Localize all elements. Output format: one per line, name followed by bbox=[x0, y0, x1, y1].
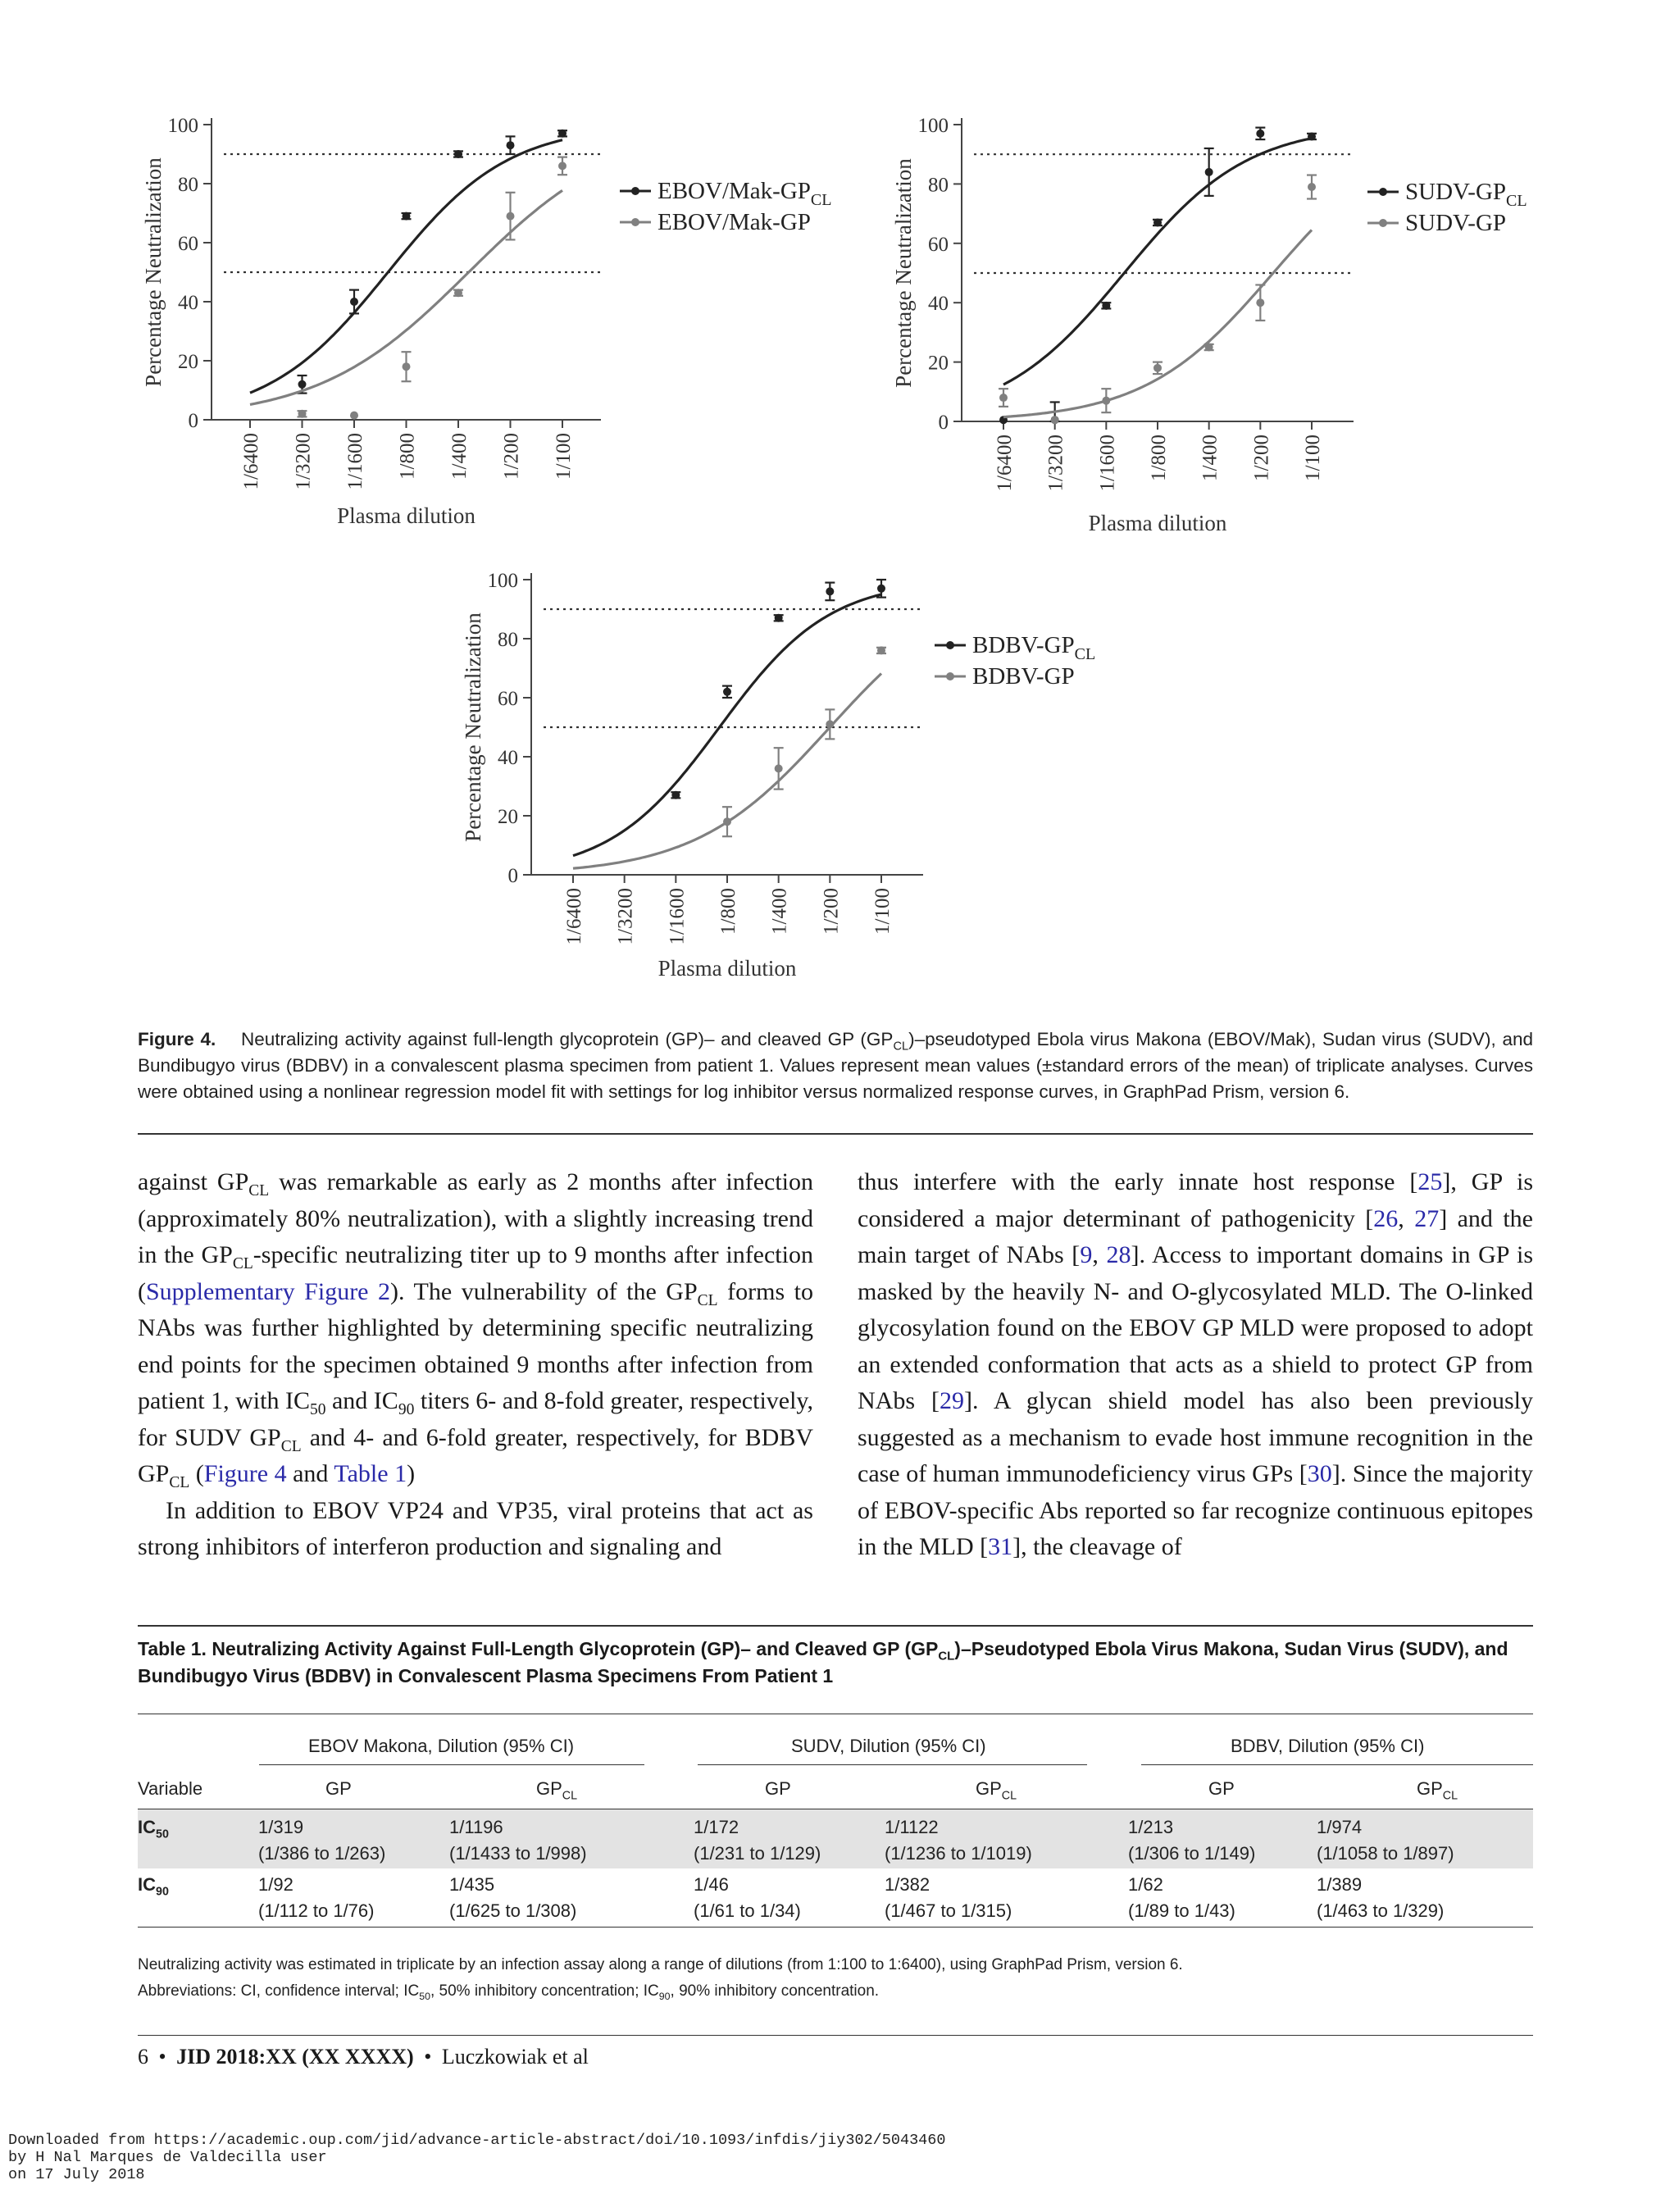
table-cell-ci: (1/306 to 1/149) bbox=[1128, 1843, 1256, 1864]
y-tick-label: 40 bbox=[928, 293, 949, 316]
data-point bbox=[1205, 344, 1213, 352]
x-tick-label: 1/200 bbox=[500, 433, 523, 480]
table-cell-ci: (1/625 to 1/308) bbox=[449, 1900, 577, 1921]
body-right-paragraph-1 bbox=[858, 1164, 1533, 1566]
table-cell-value: 1/974 bbox=[1317, 1817, 1363, 1837]
legend-label: BDBV-$GP_{CL}$ bbox=[972, 632, 1096, 663]
table-cell-ci: (1/1433 to 1/998) bbox=[449, 1843, 587, 1864]
subscript: CL bbox=[280, 1437, 302, 1455]
subheader-bdbv-gp: GP bbox=[1208, 1778, 1235, 1799]
data-point bbox=[999, 394, 1008, 402]
reference-link[interactable]: 31 bbox=[988, 1533, 1013, 1560]
legend-marker bbox=[946, 672, 954, 680]
table-title-text-b: )–Pseudotyped Ebola Virus Makona, Sudan Virus (SUDV), and Bundibugyo Virus (BDBV) in Convalescent Plasma Specimens From Patient 1 bbox=[138, 1638, 1508, 1686]
data-point bbox=[1308, 132, 1316, 140]
text-run: , bbox=[1398, 1204, 1415, 1232]
data-point bbox=[558, 162, 566, 170]
text-run: ]. Since the majority of EBOV-specific Abs reported so far recognize continuous epitopes in the MLD [ bbox=[858, 1460, 1534, 1560]
row-variable bbox=[138, 1814, 169, 1841]
table-footnote-2a: Abbreviations: CI, confidence interval; IC bbox=[138, 1982, 420, 2000]
x-tick-label: 1/800 bbox=[1148, 435, 1170, 481]
data-point bbox=[350, 412, 358, 420]
table-title-sub: CL bbox=[938, 1649, 955, 1664]
legend-marker bbox=[1379, 188, 1387, 196]
table-cell-value: 1/62 bbox=[1128, 1874, 1163, 1895]
subheader-bdbv-gpcl-text: GP bbox=[1417, 1778, 1443, 1799]
table-footnote-1: Neutralizing activity was estimated in triplicate by an infection assay along a range of dilutions (from 1:100 to 1:6400), using GraphPad Prism, version 6. bbox=[138, 1956, 1183, 1973]
y-tick-label: 100 bbox=[487, 570, 518, 592]
subscript: 90 bbox=[398, 1401, 415, 1418]
subscript: CL bbox=[697, 1291, 718, 1309]
text-run: ] and the main target of NAbs [ bbox=[858, 1204, 1533, 1268]
table-cell-value: 1/382 bbox=[885, 1874, 931, 1895]
legend-marker bbox=[631, 187, 639, 195]
table-top-rule bbox=[138, 1625, 1533, 1627]
row-variable-sub: 50 bbox=[156, 1827, 169, 1841]
table-cell-ci: (1/231 to 1/129) bbox=[694, 1843, 821, 1864]
table-cell-ci: (1/89 to 1/43) bbox=[1128, 1900, 1235, 1921]
x-axis-label: Plasma dilution bbox=[657, 956, 797, 981]
x-tick-label: 1/3200 bbox=[614, 888, 637, 945]
group-rule-ebov bbox=[259, 1764, 644, 1765]
caption-divider bbox=[138, 1133, 1533, 1135]
table-footnote-2-sub1: 50 bbox=[419, 1990, 430, 2002]
table-footnote-2c: , 90% inhibitory concentration. bbox=[670, 1982, 880, 2000]
legend-label: SUDV-$GP_{CL}$ bbox=[1405, 179, 1527, 210]
text-run: ], the cleavage of bbox=[1012, 1533, 1182, 1560]
data-point bbox=[826, 720, 834, 728]
text-run: ]. A glycan shield model has also been previously suggested as a mechanism to evade host immune recognition in the case of human immunodeficiency virus GPs [ bbox=[858, 1387, 1533, 1487]
x-tick-label: 1/1600 bbox=[1096, 435, 1119, 492]
x-tick-label: 1/200 bbox=[1250, 435, 1273, 481]
y-axis-label: Percentage Neutralization bbox=[461, 612, 485, 842]
table-footnote-2-sub2: 90 bbox=[658, 1990, 671, 2002]
legend-label-sub: CL bbox=[1074, 645, 1096, 663]
figure-caption bbox=[138, 1026, 1533, 1105]
data-point bbox=[558, 130, 566, 138]
row-variable-sub: 90 bbox=[156, 1885, 169, 1899]
y-tick-label: 60 bbox=[498, 688, 518, 710]
subscript: 50 bbox=[309, 1401, 326, 1418]
y-tick-label: 0 bbox=[507, 865, 518, 887]
data-point bbox=[1153, 364, 1162, 372]
data-point bbox=[1256, 298, 1264, 307]
body-column-right bbox=[858, 1164, 1533, 1566]
data-point bbox=[454, 289, 462, 297]
download-note: Downloaded from https://academic.oup.com/jid/advance-article-abstract/doi/10.1093/infdis/jiy302/5043460 by H Nal Marques de Valdecilla user on 17 July 2018 bbox=[8, 2132, 946, 2183]
table-cell-value: 1/319 bbox=[258, 1817, 304, 1837]
x-tick-label: 1/800 bbox=[396, 433, 419, 480]
y-tick-label: 0 bbox=[938, 412, 949, 434]
legend-label: EBOV/$Mak-GP_{CL}$ bbox=[657, 178, 832, 209]
table-bottom-rule bbox=[138, 1927, 1533, 1928]
data-point bbox=[403, 362, 411, 371]
x-tick-label: 1/1600 bbox=[344, 433, 366, 490]
subheader-sudv-gpcl-sub: CL bbox=[1001, 1789, 1017, 1803]
table-cell-value: 1/213 bbox=[1128, 1817, 1174, 1837]
row-variable-text: IC bbox=[138, 1874, 156, 1895]
x-tick-label: 1/200 bbox=[820, 888, 843, 935]
journal-citation: JID 2018:XX (XX XXXX) bbox=[176, 2045, 414, 2069]
reference-link[interactable]: 9 bbox=[1080, 1241, 1093, 1268]
group-header-bdbv: BDBV, Dilution (95% CI) bbox=[1231, 1736, 1425, 1756]
table-cell-value: 1/46 bbox=[694, 1874, 729, 1895]
data-point bbox=[298, 410, 307, 418]
figure-caption-label: Figure 4. bbox=[138, 1029, 216, 1049]
table-cell-ci: (1/112 to 1/76) bbox=[258, 1900, 375, 1921]
data-point bbox=[877, 585, 885, 593]
x-tick-label: 1/6400 bbox=[563, 888, 585, 945]
x-tick-label: 1/3200 bbox=[292, 433, 315, 490]
subscript: CL bbox=[248, 1182, 270, 1199]
data-point bbox=[1102, 302, 1110, 310]
group-rule-sudv bbox=[698, 1764, 1087, 1765]
data-point bbox=[1256, 130, 1264, 138]
fit-curve-1 bbox=[1003, 230, 1312, 417]
group-header-sudv: SUDV, Dilution (95% CI) bbox=[791, 1736, 986, 1756]
data-point bbox=[1153, 218, 1162, 226]
table-cell-value: 1/389 bbox=[1317, 1874, 1363, 1895]
data-point bbox=[877, 646, 885, 654]
legend-label-sub: CL bbox=[1506, 192, 1527, 210]
x-tick-label: 1/400 bbox=[1199, 435, 1222, 481]
reference-link[interactable]: 29 bbox=[940, 1387, 964, 1414]
x-axis-label: Plasma dilution bbox=[1088, 511, 1227, 535]
y-tick-label: 0 bbox=[188, 410, 198, 432]
x-tick-label: 1/800 bbox=[717, 888, 739, 935]
subscript: CL bbox=[169, 1474, 190, 1491]
table-cell-value: 1/1122 bbox=[885, 1817, 939, 1837]
data-point bbox=[723, 688, 731, 696]
legend-label-sub: CL bbox=[810, 191, 832, 209]
x-tick-label: 1/400 bbox=[448, 433, 471, 480]
legend-marker bbox=[1379, 219, 1387, 227]
chart-sudv bbox=[873, 107, 1611, 545]
y-tick-label: 60 bbox=[178, 233, 198, 255]
text-run: was remarkable as early as 2 months after infection (approximately 80% neutralization), with a slightly increasing trend in the GP bbox=[138, 1168, 814, 1268]
text-run: and 4- and 6-fold greater, respectively, for BDBV GP bbox=[138, 1423, 814, 1487]
table-cell-ci: (1/463 to 1/329) bbox=[1317, 1900, 1445, 1921]
subheader-sudv-gp: GP bbox=[765, 1778, 791, 1799]
text-run: , bbox=[1092, 1241, 1107, 1268]
legend-marker bbox=[946, 641, 954, 649]
group-rule-bdbv bbox=[1141, 1764, 1533, 1765]
x-tick-label: 1/400 bbox=[768, 888, 791, 935]
text-run: ]. Access to important domains in GP is masked by the heavily N- and O-glycosylated MLD. The O-linked glycosylation found on the EBOV GP MLD were proposed to adopt an extended conformation that acts as a shield to protect GP from NAbs [ bbox=[858, 1241, 1533, 1414]
data-point bbox=[1102, 397, 1110, 405]
x-tick-label: 1/3200 bbox=[1044, 435, 1067, 492]
y-tick-label: 80 bbox=[928, 174, 949, 197]
data-point bbox=[723, 817, 731, 826]
footer-authors: Luczkowiak et al bbox=[441, 2045, 589, 2069]
footer-bullet-1: • bbox=[158, 2045, 166, 2069]
data-point bbox=[671, 791, 680, 799]
data-point bbox=[507, 141, 515, 149]
text-run: ). The vulnerability of the GP bbox=[390, 1277, 698, 1305]
group-header-ebov: EBOV Makona, Dilution (95% CI) bbox=[308, 1736, 575, 1756]
legend-label: EBOV/Mak-GP bbox=[657, 209, 811, 235]
figure-caption-sub: CL bbox=[893, 1040, 909, 1054]
data-point bbox=[298, 380, 307, 389]
chart-bdbv-svg bbox=[443, 562, 1181, 992]
subheader-sudv-gpcl bbox=[976, 1775, 1017, 1802]
data-point bbox=[775, 614, 783, 622]
text-run: against GP bbox=[138, 1168, 249, 1195]
y-axis-label: Percentage Neutralization bbox=[891, 158, 916, 388]
y-tick-label: 40 bbox=[498, 747, 518, 769]
x-tick-label: 1/100 bbox=[553, 433, 575, 480]
y-tick-label: 20 bbox=[498, 806, 518, 828]
table-footnote-2b: , 50% inhibitory concentration; IC bbox=[430, 1982, 659, 2000]
text-run: ) bbox=[407, 1460, 416, 1487]
page-footer bbox=[138, 2045, 589, 2069]
reference-link[interactable]: Figure 4 bbox=[203, 1460, 287, 1487]
table-cell-value: 1/172 bbox=[694, 1817, 739, 1837]
subheader-bdbv-gpcl bbox=[1417, 1775, 1458, 1802]
reference-link[interactable]: 25 bbox=[1417, 1168, 1443, 1195]
text-run: and IC bbox=[325, 1387, 398, 1414]
x-tick-label: 1/100 bbox=[871, 888, 894, 935]
reference-link[interactable]: Supplementary Figure 2 bbox=[146, 1277, 391, 1305]
x-tick-label: 1/6400 bbox=[994, 435, 1016, 492]
subheader-ebov-gpcl-sub: CL bbox=[562, 1789, 578, 1803]
text-run: In addition to EBOV VP24 and VP35, viral proteins that act as strong inhibitors of interferon production and signaling and bbox=[138, 1496, 813, 1560]
reference-link[interactable]: 28 bbox=[1106, 1241, 1131, 1268]
fit-curve-1 bbox=[573, 674, 881, 869]
variable-header: Variable bbox=[138, 1778, 203, 1799]
reference-link[interactable]: Table 1 bbox=[334, 1460, 407, 1487]
table-cell-ci: (1/1058 to 1/897) bbox=[1317, 1843, 1454, 1864]
x-tick-label: 1/1600 bbox=[666, 888, 689, 945]
legend-label: SUDV-GP bbox=[1405, 210, 1507, 236]
y-tick-label: 60 bbox=[928, 233, 949, 256]
table-cell-ci: (1/61 to 1/34) bbox=[694, 1900, 801, 1921]
legend-label: BDBV-GP bbox=[972, 663, 1075, 690]
y-tick-label: 80 bbox=[498, 629, 518, 651]
footer-rule bbox=[138, 2035, 1533, 2036]
y-tick-label: 80 bbox=[178, 174, 198, 196]
data-point bbox=[775, 764, 783, 772]
reference-link[interactable]: 27 bbox=[1414, 1204, 1440, 1232]
y-tick-label: 100 bbox=[167, 115, 198, 137]
table-cell-ci: (1/467 to 1/315) bbox=[885, 1900, 1012, 1921]
subheader-ebov-gp: GP bbox=[325, 1778, 352, 1799]
y-tick-label: 20 bbox=[178, 351, 198, 373]
page-number: 6 bbox=[138, 2045, 148, 2069]
data-point bbox=[454, 150, 462, 158]
text-run: thus interfere with the early innate host response [ bbox=[858, 1168, 1418, 1195]
text-run: ( bbox=[189, 1460, 204, 1487]
subheader-ebov-gpcl bbox=[536, 1775, 577, 1802]
reference-link[interactable]: 26 bbox=[1373, 1204, 1399, 1232]
legend-marker bbox=[631, 218, 639, 226]
text-run: forms to NAbs was further highlighted by determining specific neutralizing end points for the specimen obtained 9 months after infection from patient 1, with IC bbox=[138, 1277, 813, 1414]
reference-link[interactable]: 30 bbox=[1307, 1460, 1332, 1487]
y-tick-label: 100 bbox=[917, 115, 949, 137]
y-tick-label: 40 bbox=[178, 292, 198, 314]
data-point bbox=[403, 212, 411, 221]
table-title-text-a: Table 1. Neutralizing Activity Against Full-Length Glycoprotein (GP)– and Cleaved GP (GP bbox=[138, 1638, 939, 1659]
chart-ebov-svg bbox=[123, 107, 861, 533]
subheader-sudv-gpcl-text: GP bbox=[976, 1778, 1002, 1799]
footer-bullet-2: • bbox=[424, 2045, 432, 2069]
fit-curve-0 bbox=[1003, 139, 1312, 385]
figure-caption-text: Neutralizing activity against full-length glycoprotein (GP)– and cleaved GP (GP bbox=[241, 1029, 894, 1049]
row-variable-text: IC bbox=[138, 1817, 156, 1837]
y-tick-label: 20 bbox=[928, 352, 949, 375]
table-cell-value: 1/92 bbox=[258, 1874, 293, 1895]
text-run: and bbox=[286, 1460, 334, 1487]
body-left-paragraph-2 bbox=[138, 1493, 813, 1566]
table-cell-ci: (1/1236 to 1/1019) bbox=[885, 1843, 1032, 1864]
data-point bbox=[1051, 416, 1059, 424]
chart-bdbv bbox=[443, 562, 1181, 996]
body-left-paragraph-1 bbox=[138, 1164, 813, 1493]
body-column-left bbox=[138, 1164, 813, 1566]
x-axis-label: Plasma dilution bbox=[337, 503, 475, 528]
x-tick-label: 1/6400 bbox=[240, 433, 262, 490]
data-point bbox=[350, 298, 358, 306]
data-point bbox=[507, 212, 515, 221]
data-point bbox=[1308, 183, 1316, 191]
table-cell-value: 1/435 bbox=[449, 1874, 495, 1895]
subscript: CL bbox=[232, 1255, 253, 1272]
data-point bbox=[1205, 168, 1213, 176]
text-run: -specific neutralizing titer up to 9 months after infection ( bbox=[138, 1241, 813, 1305]
table-cell-ci: (1/386 to 1/263) bbox=[258, 1843, 386, 1864]
table-title bbox=[138, 1636, 1533, 1690]
subheader-bdbv-gpcl-sub: CL bbox=[1442, 1789, 1458, 1803]
subheader-ebov-gpcl-text: GP bbox=[536, 1778, 562, 1799]
text-run: ], GP is considered a major determinant of pathogenicity [ bbox=[858, 1168, 1533, 1232]
row-variable bbox=[138, 1871, 169, 1898]
text-run: titers 6- and 8-fold greater, respectively, for SUDV GP bbox=[138, 1387, 813, 1451]
chart-sudv-svg bbox=[873, 107, 1611, 541]
y-axis-label: Percentage Neutralization bbox=[141, 157, 166, 387]
table-footnote-2 bbox=[138, 1982, 879, 2000]
x-tick-label: 1/100 bbox=[1302, 435, 1324, 481]
chart-ebov bbox=[123, 107, 861, 537]
data-point bbox=[826, 587, 834, 595]
figure-caption-text2: )–pseudotyped Ebola virus Makona (EBOV/Mak), Sudan virus (SUDV), and Bundibugyo virus (BDBV) in a convalescent plasma specimen from patient 1. Values represent mean values (±standard errors of the mean) of triplicate analyses. Curves were obtained using a nonlinear regression model fit with settings for log inhibitor versus normalized response curves, in GraphPad Prism, version 6. bbox=[138, 1029, 1533, 1102]
table-cell-value: 1/1196 bbox=[449, 1817, 503, 1837]
